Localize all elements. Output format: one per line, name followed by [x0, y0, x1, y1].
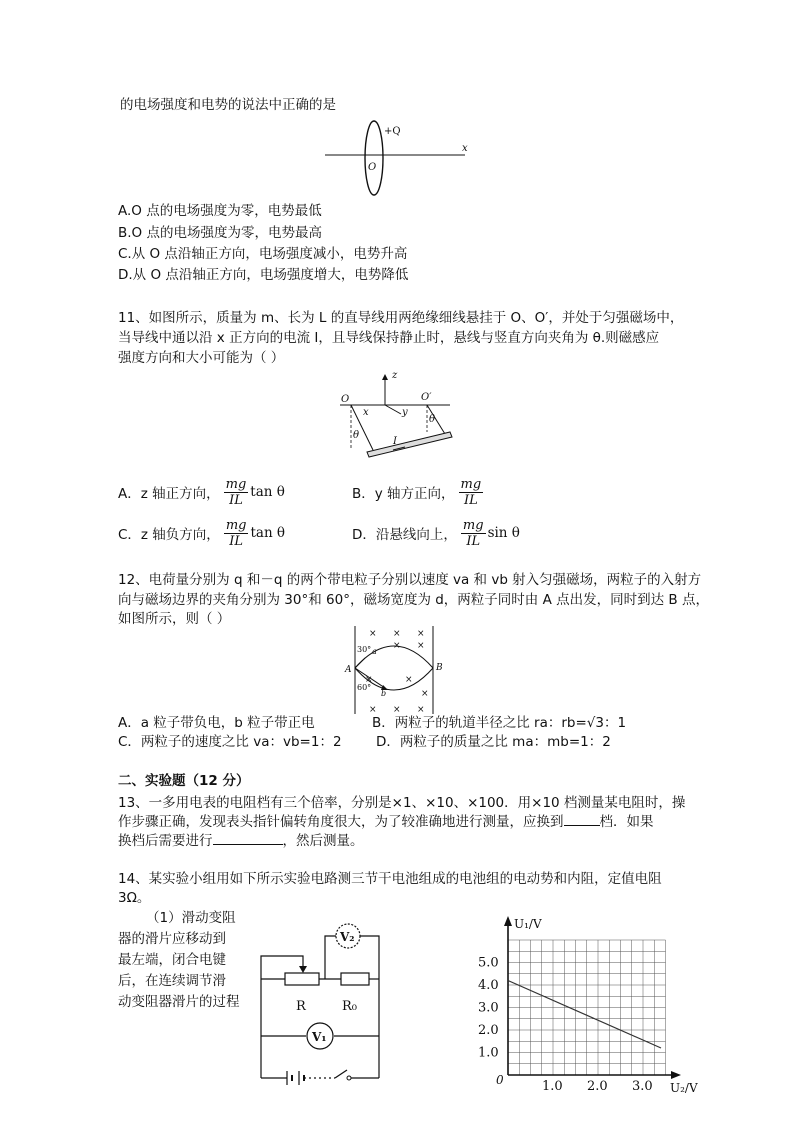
- q14-v1-label: V₁: [312, 1030, 327, 1044]
- q12-b-label: b: [381, 689, 387, 698]
- field-cross-7: ×: [421, 689, 429, 699]
- q12-b-point: B: [436, 663, 443, 673]
- q12-angle60: 60°: [357, 683, 372, 692]
- q12-angle30: 30°: [357, 645, 372, 654]
- q13-blank2: [213, 844, 283, 845]
- x-tick-label-1: 2.0: [587, 1079, 608, 1094]
- q11-option-b-label: B．y 轴方正向，: [352, 486, 455, 502]
- q12-option-c: C．两粒子的速度之比 va：vb=1：2: [118, 734, 342, 750]
- q11-o-label: O: [341, 394, 350, 405]
- section2-title: 二、实验题（12 分）: [118, 773, 250, 789]
- q10-charge-label: +Q: [384, 126, 401, 137]
- field-cross-2: ×: [417, 629, 425, 639]
- y-tick-label-4: 1.0: [478, 1045, 499, 1061]
- q11-wire-figure: [335, 370, 465, 465]
- q13-line3: 换档后需要进行 ，然后测量。: [118, 833, 364, 849]
- q10-axis-label: x: [462, 143, 468, 154]
- graph-grid: [508, 940, 666, 1075]
- q11-option-c: [118, 513, 285, 553]
- q14-graph: [470, 912, 698, 1102]
- q13-line2: 作步骤正确，发现表头指针偏转角度很大，为了较准确地进行测量，应换到 档．如果: [118, 814, 654, 830]
- q14-r-label: R: [296, 999, 306, 1014]
- q13-line1: 13、一多用电表的电阻档有三个倍率，分别是×1、×10、×100．用×10 档测量某电阻时，操: [118, 795, 686, 811]
- graph-series: [508, 981, 661, 1049]
- q11-option-a-label: A．z 轴正方向，: [118, 486, 220, 502]
- q14-side-2: 器的滑片应移动到: [118, 931, 226, 947]
- q14-side-4: 后，在连续调节滑: [118, 973, 226, 989]
- q12-stem-line3: 如图所示，则（ ）: [118, 611, 231, 627]
- q11-option-b: [352, 472, 483, 512]
- x-tick-label-0: 1.0: [542, 1079, 563, 1094]
- q11-option-d-tail: sin θ: [487, 525, 520, 541]
- q14-circuit: [255, 918, 395, 1088]
- q11-option-c-label: C．z 轴负方向，: [118, 527, 220, 543]
- q12-a-point: A: [345, 665, 352, 675]
- q10-option-c: C.从 O 点沿轴正方向，电场强度减小，电势升高: [118, 246, 408, 262]
- q11-option-d-fraction: $\frac{mg}{IL}$: [462, 517, 484, 549]
- q12-crosses: [365, 629, 429, 715]
- q12-field-figure: [345, 626, 445, 716]
- q11-stem-line2: 当导线中通以沿 x 正方向的电流 I，且导线保持静止时，悬线与竖直方向夹角为 θ.则磁感应: [118, 330, 660, 346]
- graph-origin-label: 0: [496, 1073, 504, 1087]
- field-cross-3: ×: [393, 641, 401, 651]
- q11-oprime-label: O′: [421, 392, 432, 403]
- q10-option-a: A.O 点的电场强度为零，电势最低: [118, 203, 322, 219]
- q14-side-1: （1）滑动变阻: [146, 910, 236, 926]
- q10-option-d: D.从 O 点沿轴正方向，电场强度增大，电势降低: [118, 267, 409, 283]
- q11-y-label: y: [402, 407, 408, 418]
- q11-z-label: z: [392, 370, 398, 381]
- q12-option-b: B．两粒子的轨道半径之比 ra：rb=√3：1: [372, 715, 627, 731]
- q11-x-label: x: [363, 407, 369, 418]
- q11-option-d-label: D．沿悬线向上，: [352, 527, 457, 543]
- field-cross-9: ×: [393, 705, 401, 715]
- y-tick-label-2: 3.0: [478, 1000, 499, 1016]
- q12-stem-line2: 向与磁场边界的夹角分别为 30°和 60°，磁场宽度为 d，两粒子同时由 A 点出发，同时到达 B 点，: [118, 592, 709, 608]
- q11-option-c-fraction: $\frac{mg}{IL}$: [225, 517, 247, 549]
- q10-stem-tail: 的电场强度和电势的说法中正确的是: [120, 97, 336, 113]
- q14-line2: 3Ω。: [118, 890, 151, 906]
- q11-theta-left: θ: [353, 430, 360, 441]
- q10-option-b: B.O 点的电场强度为零，电势最高: [118, 225, 322, 241]
- q11-stem-line1: 11、如图所示，质量为 m、长为 L 的直导线用两绝缘细线悬挂于 O、O′，并处于匀强磁场中，: [118, 310, 684, 326]
- y-tick-label-3: 2.0: [478, 1023, 499, 1038]
- q11-stem-line3: 强度方向和大小可能为（ ）: [118, 350, 285, 366]
- field-cross-4: ×: [417, 641, 425, 651]
- q11-option-a-tail: tan θ: [250, 484, 285, 500]
- q10-origin-label: O: [368, 162, 377, 173]
- graph-x-label: U₂/V: [670, 1081, 698, 1095]
- q12-a-label: a: [372, 647, 377, 656]
- q14-side-5: 动变阻器滑片的过程: [118, 994, 240, 1010]
- graph-y-label: U₁/V: [514, 917, 542, 931]
- q11-option-a-fraction: $\frac{mg}{IL}$: [225, 476, 247, 508]
- q11-current-label: I: [393, 436, 397, 447]
- q11-option-b-fraction: $\frac{mg}{IL}$: [460, 476, 482, 508]
- q11-theta-right: θ: [429, 414, 436, 425]
- graph-x-ticks: [542, 1079, 653, 1094]
- q12-stem-line1: 12、电荷量分别为 q 和－q 的两个带电粒子分别以速度 va 和 vb 射入匀强磁场，两粒子的入射方: [118, 572, 702, 588]
- q11-option-c-tail: tan θ: [250, 525, 286, 541]
- q10-ring-figure: [320, 118, 480, 198]
- q14-side-3: 最左端，闭合电键: [118, 952, 226, 968]
- field-cross-8: ×: [369, 705, 377, 715]
- series-line-0: [508, 981, 661, 1049]
- x-tick-label-2: 3.0: [632, 1079, 653, 1094]
- q11-option-a: [118, 472, 285, 512]
- q14-line1: 14、某实验小组用如下所示实验电路测三节干电池组成的电池组的电动势和内阻，定值电阻: [118, 871, 662, 887]
- field-cross-5: ×: [365, 675, 373, 685]
- y-tick-label-1: 4.0: [478, 978, 499, 993]
- q14-v2-label: V₂: [340, 930, 355, 944]
- q13-blank1: [564, 825, 600, 826]
- field-cross-0: ×: [369, 629, 377, 639]
- field-cross-6: ×: [405, 675, 413, 685]
- q12-option-a: A．a 粒子带负电，b 粒子带正电: [118, 715, 315, 731]
- graph-y-ticks: [478, 956, 499, 1061]
- field-cross-1: ×: [393, 629, 401, 639]
- q11-option-d: [352, 513, 520, 553]
- q12-option-d: D．两粒子的质量之比 ma：mb=1：2: [376, 734, 611, 750]
- y-tick-label-0: 5.0: [478, 955, 499, 971]
- field-cross-10: ×: [417, 705, 425, 715]
- q14-r0-label: R₀: [342, 999, 357, 1014]
